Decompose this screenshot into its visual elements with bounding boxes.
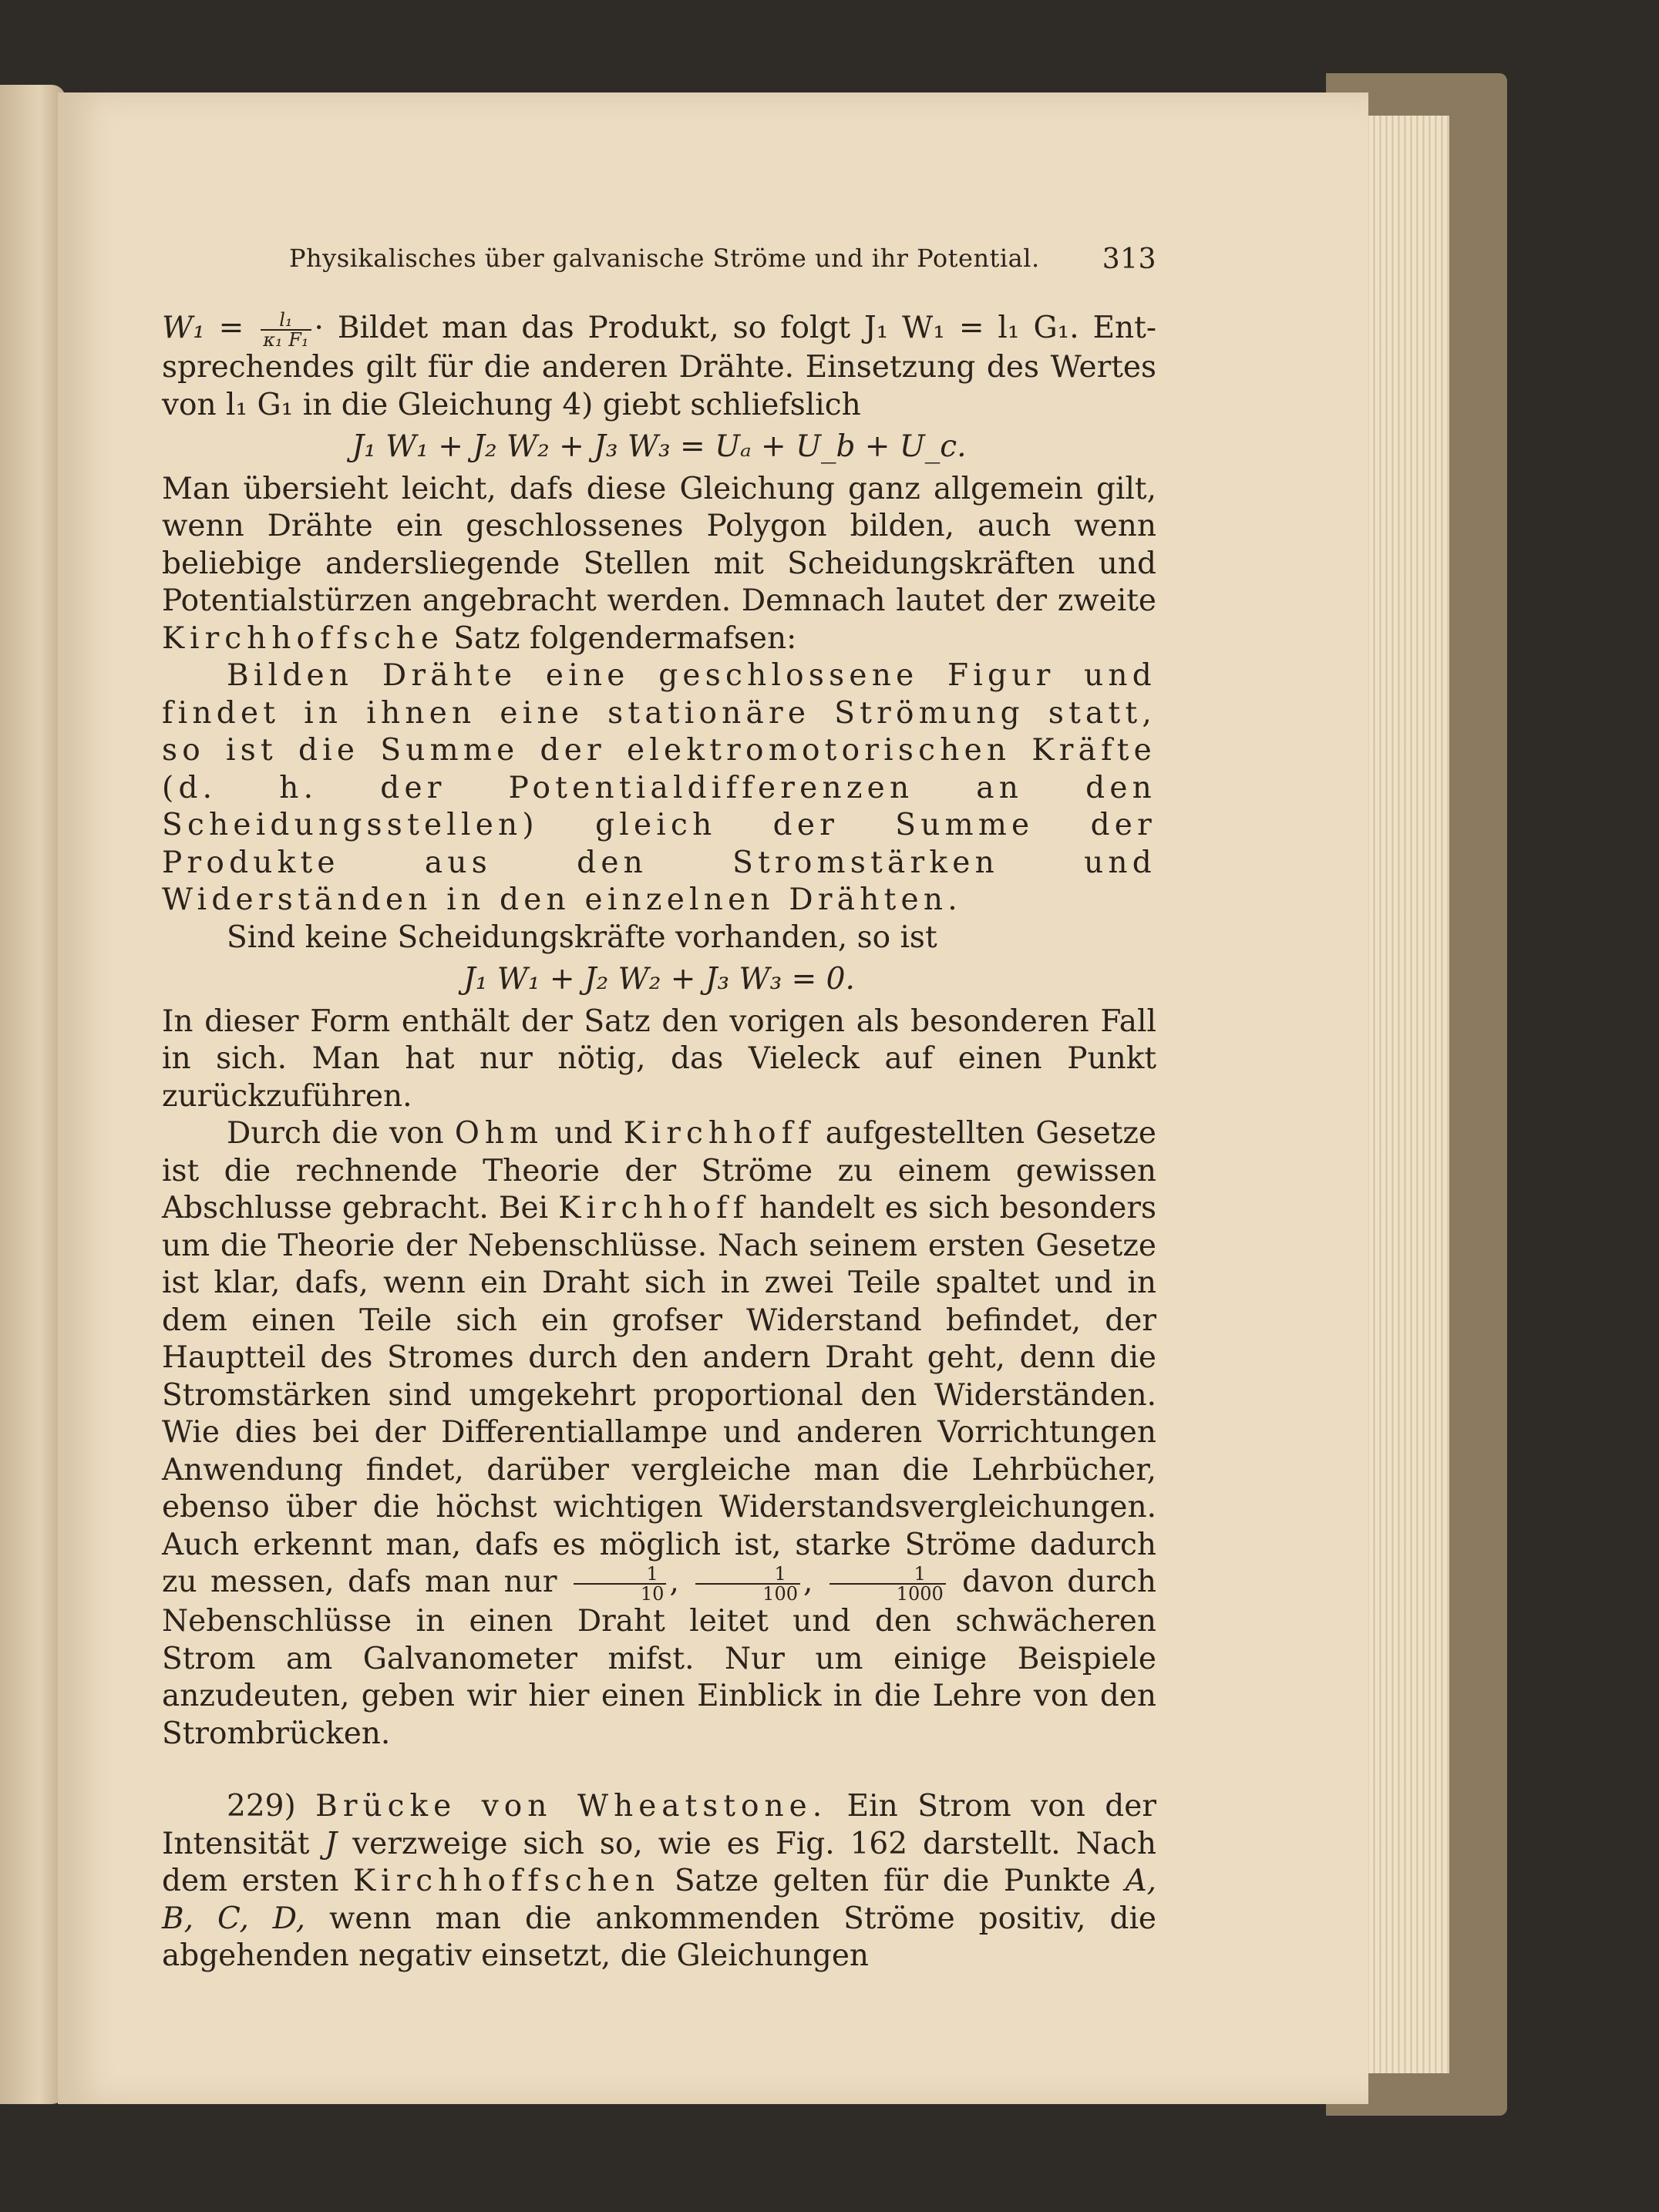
line1-text: Bildet man das Produkt, so folgt J₁ W₁ = l₁ G₁. Ent- xyxy=(337,311,1157,345)
paragraph-1-rest: sprechendes gilt für die anderen Drähte. Einsetzung des Wertes von l₁ G₁ in die Gleichung 4) giebt schliefslich xyxy=(162,350,1156,422)
section-title: Brücke von Wheatstone. xyxy=(315,1789,828,1824)
running-title: Physikalisches über galvanische Ströme und ihr Potential. xyxy=(289,244,1040,273)
left-page-edge xyxy=(0,85,66,2104)
name-kirchhoffsche: Kirchhoffsche xyxy=(162,620,444,656)
theorem-kirchhoff: Bilden Drähte eine geschlossene Figur und findet in ihnen eine stationäre Strömung statt, so ist die Summe der elektromotorischen Kräfte (d. h. der Potentialdifferenzen an den Scheidungsstellen) gleich der Summe der Produkte aus den Stromstärken und Widerständen in den einzelnen Drähten. xyxy=(162,658,1156,917)
paragraph-3: Sind keine Scheidungskräfte vorhanden, so ist xyxy=(227,919,937,955)
name-kirchhoff: Kirchhoff xyxy=(623,1116,815,1151)
fraction-tenth: $\frac{1}{10}$ xyxy=(574,1565,667,1603)
page-number: 313 xyxy=(1102,244,1156,275)
equation-1: J₁ W₁ + J₂ W₂ + J₃ W₃ = Uₐ + U_b + U_c. xyxy=(352,429,967,464)
section-gap xyxy=(162,1753,1156,1788)
equation-2: J₁ W₁ + J₂ W₂ + J₃ W₃ = 0. xyxy=(463,962,855,997)
page-body xyxy=(162,310,1156,1975)
name-kirchhoff-2: Kirchhoff xyxy=(558,1191,750,1225)
formula-w1-fraction: $\frac{\text{l₁}}{\text{κ₁ F₁}}$ xyxy=(261,311,311,349)
paragraph-1: W₁ = $\frac{\text{l₁}}{\text{κ₁ F₁}}$ · Bildet man das Produkt, so folgt J₁ W₁ = l₁ G₁. Ent- sprechendes gilt für die anderen Drähte. Einsetzung des Wertes von l₁ G₁ in die Gleichung 4) giebt schliefslich xyxy=(162,309,1157,422)
fraction-hundredth: $\frac{1}{100}$ xyxy=(695,1565,800,1603)
paragraph-4: In dieser Form enthält der Satz den vorigen als besonderen Fall in sich. Man hat nur nötig, das Vieleck auf einen Punkt zurückzuführen. xyxy=(162,1003,1156,1114)
page-edges xyxy=(1357,116,1449,2073)
section-229: 229) Brücke von Wheatstone. Ein Strom von der Intensität J verzweige sich so, wie es Fig. 162 darstellt. Nach dem ersten Kirchhoffschen Satze gelten für die Punkte A, B, C, D, wenn man die ankommenden Ströme positiv, die abgehenden negativ einsetzt, die Gleichungen xyxy=(162,1789,1157,1973)
section-number: 229) xyxy=(227,1789,296,1824)
fraction-thousandth: $\frac{1}{1000}$ xyxy=(830,1565,946,1603)
name-ohm: Ohm xyxy=(454,1116,543,1151)
paragraph-5: Durch die von Ohm und Kirchhoff aufgestellten Gesetze ist die rechnende Theorie der Ströme zu einem gewissen Abschlusse gebracht. Bei Kirchhoff handelt es sich besonders um die Theorie der Nebenschlüsse. Nach seinem ersten Gesetze ist klar, dafs, wenn ein Draht sich in zwei Teile spaltet und in dem einen Teile sich ein grofser Widerstand befindet, der Hauptteil des Stromes durch den andern Draht geht, denn die Stromstärken sind umgekehrt proportional den Widerständen. Wie dies bei der Differentiallampe und anderen Vorrichtungen Anwendung findet, darüber vergleiche man die Lehrbücher, ebenso über die höchst wichtigen Widerstandsvergleichungen. Auch erkennt man, dafs es möglich ist, starke Ströme dadurch zu messen, dafs man nur $\frac{1}{10}$ , $\frac{1}{100}$ , $\frac{1}{1000}$ davon durch Nebenschlüsse in einen Draht leitet und den schwächeren Strom am Galvanometer mifst. Nur um einige Beispiele anzudeuten, geben wir hier einen Einblick in die Lehre von den Strombrücken. xyxy=(162,1116,1157,1751)
paragraph-2: Man übersieht leicht, dafs diese Gleichung ganz allgemein gilt, wenn Drähte ein geschlossenes Polygon bilden, auch wenn beliebige andersliegende Stellen mit Scheidungskräften und Potentialstürzen angebracht werden. Demnach lautet der zweite Kirchhoffsche Satz folgendermafsen: xyxy=(162,471,1156,656)
name-kirchhoffschen: Kirchhoffschen xyxy=(353,1864,661,1898)
formula-w1-lhs: W₁ = xyxy=(162,311,244,345)
